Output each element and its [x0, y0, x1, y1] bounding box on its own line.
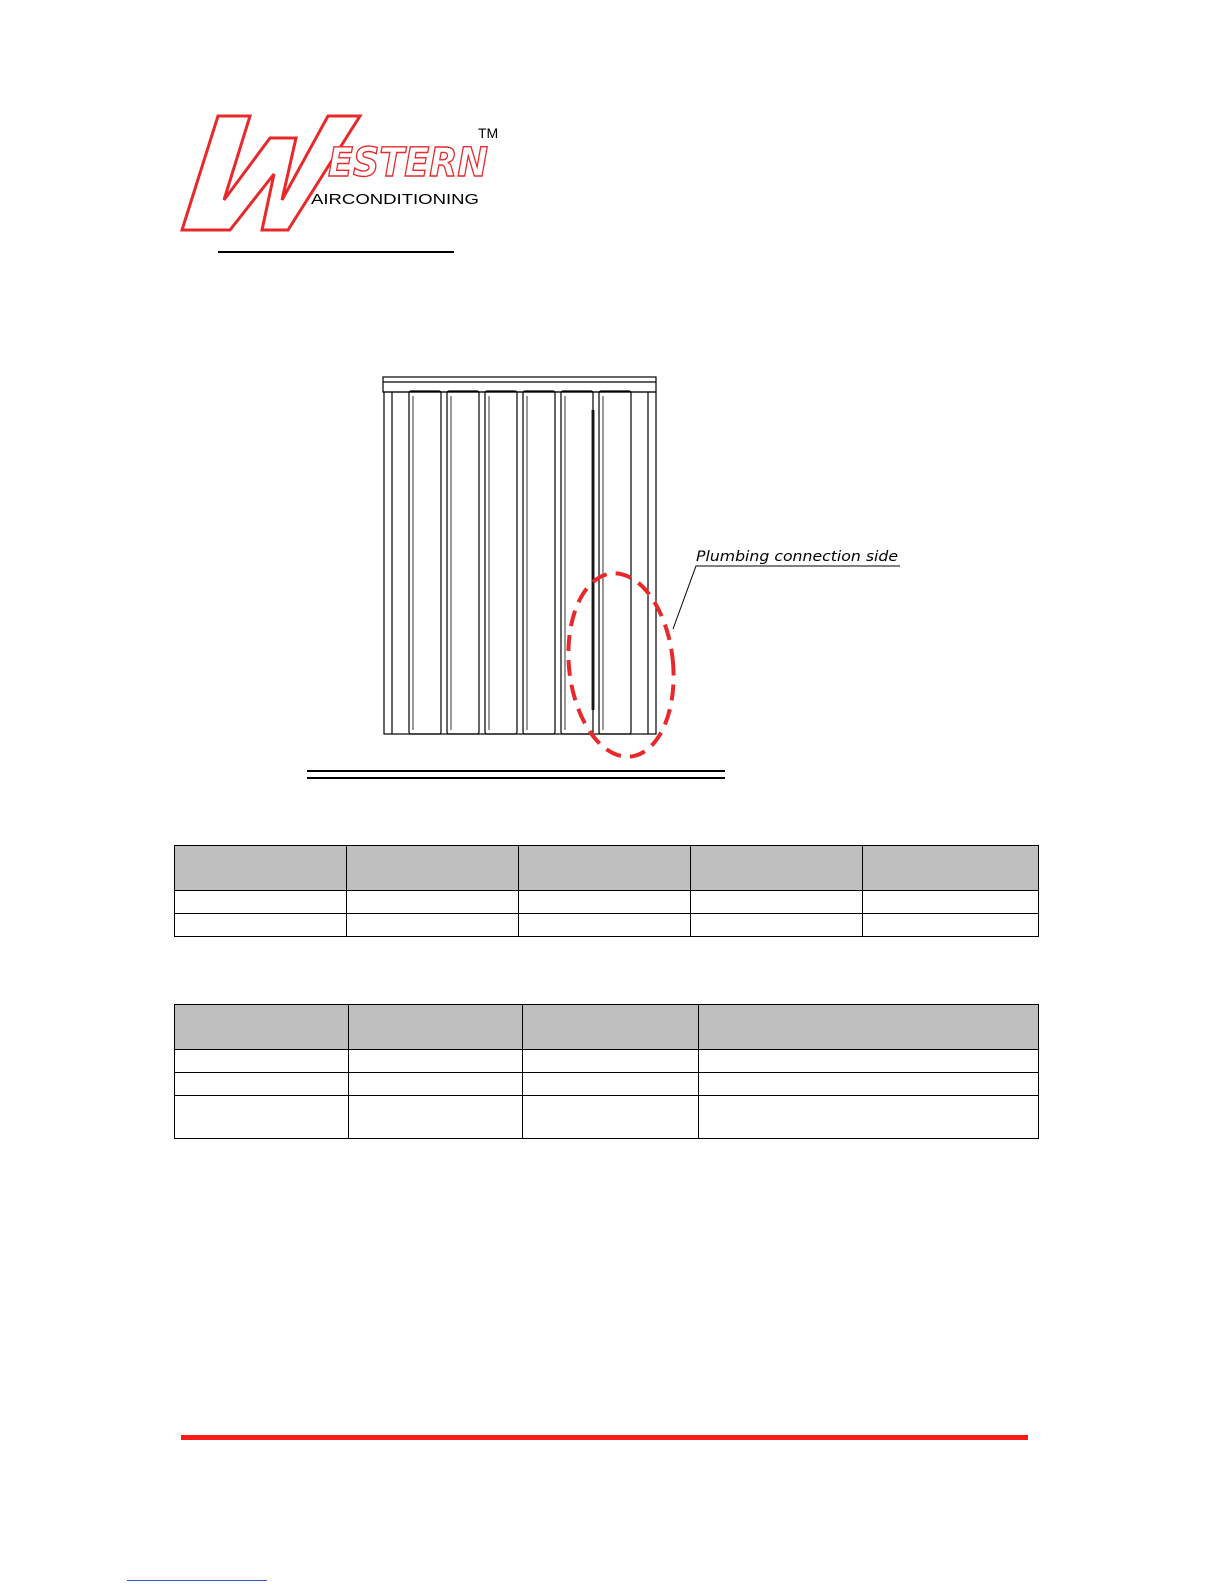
callout-label: Plumbing connection side [696, 549, 898, 565]
table-header-cell [347, 846, 519, 891]
table-header-cell [175, 1005, 349, 1050]
unit-panels [409, 391, 631, 734]
footer-link-underline[interactable] [127, 1580, 267, 1581]
table-cell [349, 1073, 523, 1096]
western-logo [178, 112, 508, 237]
unit-top-cap [383, 377, 656, 392]
logo-wordmark: ESTERN [328, 140, 488, 186]
unit-panel [599, 391, 631, 734]
logo-tagline: AIRCONDITIONING [311, 191, 479, 208]
table-cell [863, 914, 1039, 937]
table-header-cell [175, 846, 347, 891]
logo-underline [218, 251, 454, 253]
table-row [175, 1096, 1039, 1139]
table-cell [347, 891, 519, 914]
table-cell [863, 891, 1039, 914]
table-header-cell [863, 846, 1039, 891]
unit-front-view-diagram [300, 370, 910, 780]
unit-panel [409, 391, 441, 734]
table-header-cell [699, 1005, 1039, 1050]
table-cell [699, 1073, 1039, 1096]
table-header-cell [349, 1005, 523, 1050]
table-cell [691, 914, 863, 937]
table-cell [519, 891, 691, 914]
callout-leader [673, 566, 900, 629]
plumbing-highlight-ellipse [560, 568, 683, 762]
table-cell [349, 1050, 523, 1073]
table-row [175, 1050, 1039, 1073]
table-row [175, 891, 1039, 914]
table-cell [519, 914, 691, 937]
spec-table-1 [174, 845, 1039, 937]
table-header-cell [691, 846, 863, 891]
spec-table-2 [174, 1004, 1039, 1139]
table-cell [523, 1073, 699, 1096]
unit-panel [523, 391, 555, 734]
table-cell [691, 891, 863, 914]
table-cell [175, 1073, 349, 1096]
table-cell [347, 914, 519, 937]
logo-trademark: TM [478, 125, 499, 141]
table-header-row [175, 1005, 1039, 1050]
table-cell [175, 891, 347, 914]
table-cell [349, 1096, 523, 1139]
table-header-cell [519, 846, 691, 891]
unit-panel [561, 391, 593, 734]
table-cell [175, 1050, 349, 1073]
table-cell [175, 914, 347, 937]
table-row [175, 914, 1039, 937]
table-cell [699, 1050, 1039, 1073]
unit-panel [485, 391, 517, 734]
table-cell [523, 1096, 699, 1139]
table-cell [523, 1050, 699, 1073]
table-cell [699, 1096, 1039, 1139]
footer-accent-bar [181, 1435, 1028, 1440]
table-header-cell [523, 1005, 699, 1050]
table-row [175, 1073, 1039, 1096]
table-header-row [175, 846, 1039, 891]
unit-cabinet [384, 392, 656, 734]
unit-panel [447, 391, 479, 734]
table-cell [175, 1096, 349, 1139]
